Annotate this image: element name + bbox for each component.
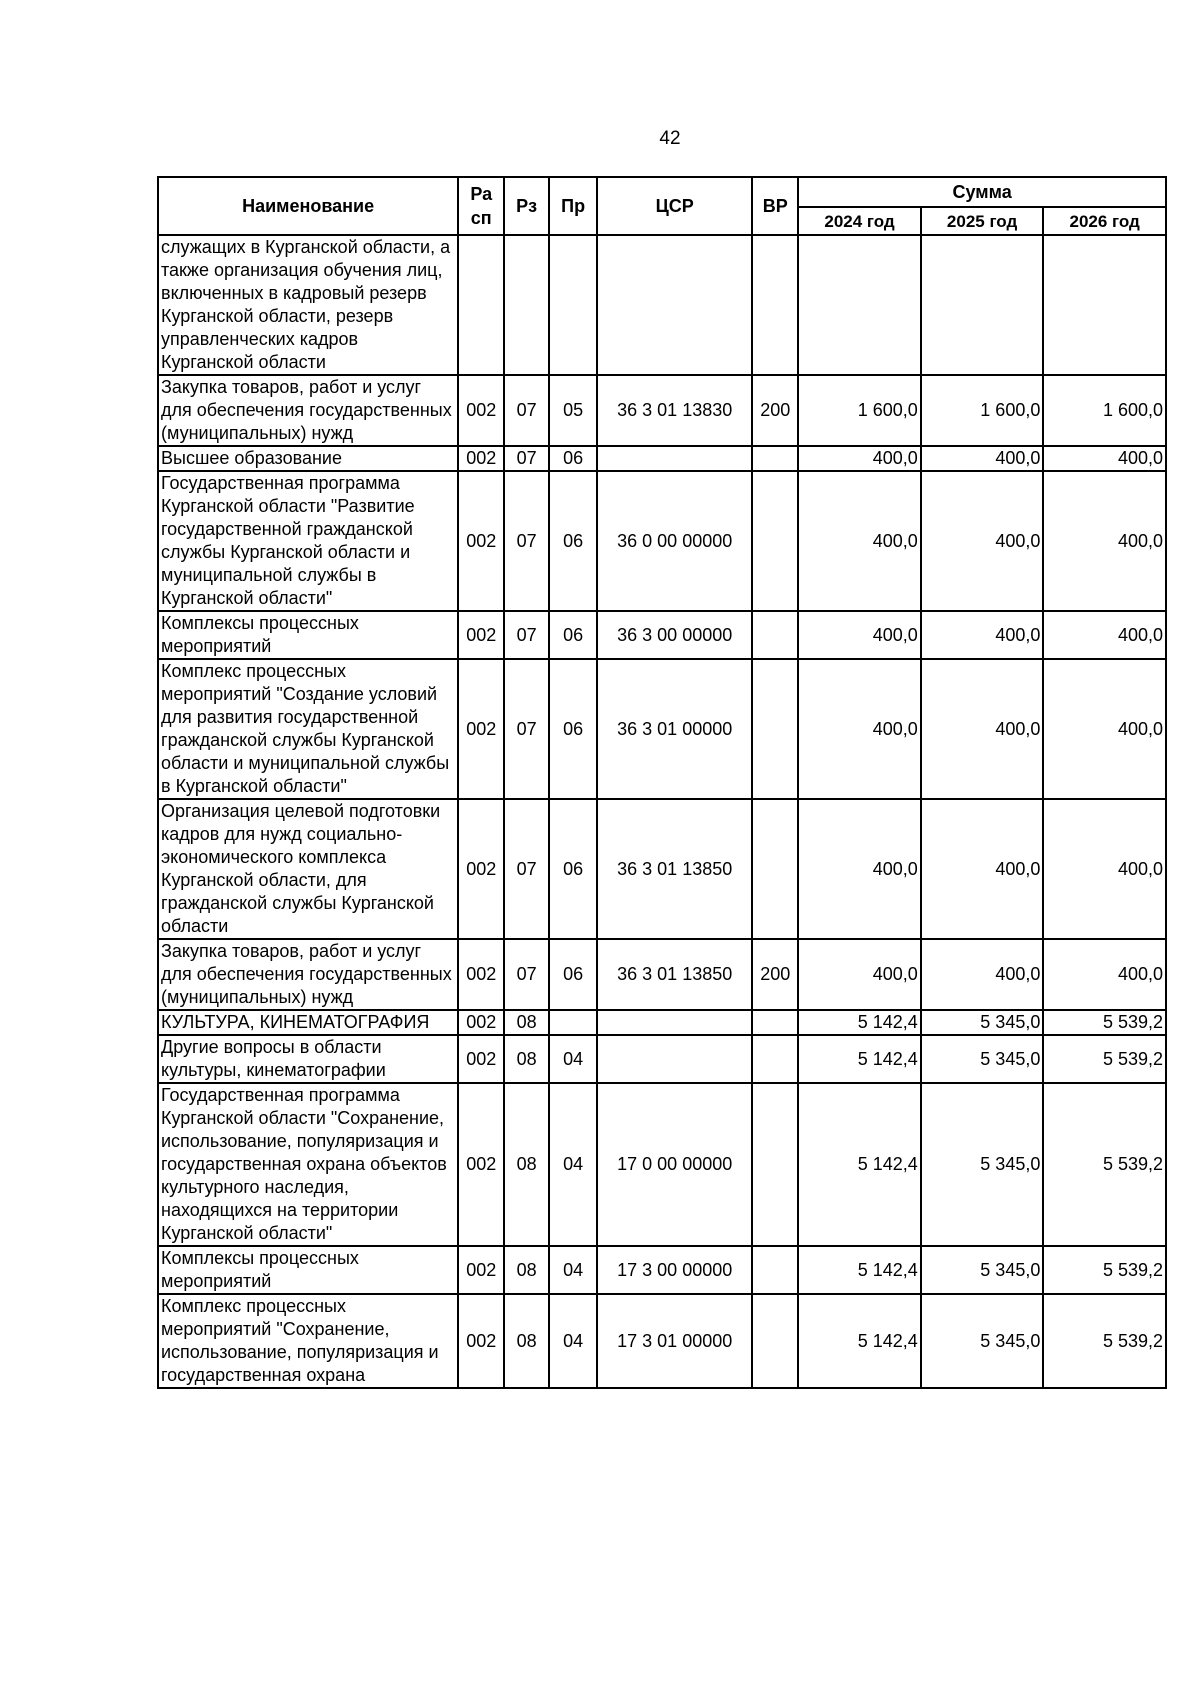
row-sum-2024: 400,0 [798,939,921,1010]
header-year-2026: 2026 год [1043,207,1166,235]
header-year-2024: 2024 год [798,207,921,235]
row-name: Комплекс процессных мероприятий "Создание условий для развития государственной гражданской службы Курганской области и муниципальной службы в Курганской области" [158,659,458,799]
row-vr [752,1246,798,1294]
row-rasp [458,235,504,375]
row-name: Комплексы процессных мероприятий [158,1246,458,1294]
row-rasp: 002 [458,471,504,611]
row-csr: 36 0 00 00000 [597,471,752,611]
row-sum-2024: 5 142,4 [798,1246,921,1294]
row-rz [504,235,549,375]
row-rz: 08 [504,1083,549,1246]
row-rasp: 002 [458,611,504,659]
row-sum-2025: 400,0 [921,471,1044,611]
row-sum-2025: 400,0 [921,659,1044,799]
row-csr: 17 3 00 00000 [597,1246,752,1294]
row-csr [597,1035,752,1083]
row-pr: 05 [549,375,597,446]
row-name: служащих в Курганской области, а также организация обучения лиц, включенных в кадровый резерв Курганской области, резерв управленческих кадров Курганской области [158,235,458,375]
row-rasp: 002 [458,375,504,446]
row-sum-2026: 400,0 [1043,939,1166,1010]
row-sum-2026: 5 539,2 [1043,1010,1166,1035]
row-csr: 36 3 01 13850 [597,799,752,939]
row-name: Закупка товаров, работ и услуг для обеспечения государственных (муниципальных) нужд [158,939,458,1010]
row-rz: 07 [504,375,549,446]
row-rz: 07 [504,939,549,1010]
row-name: Комплекс процессных мероприятий "Сохранение, использование, популяризация и государственная охрана [158,1294,458,1388]
row-sum-2024: 400,0 [798,611,921,659]
row-sum-2024: 400,0 [798,471,921,611]
row-rasp: 002 [458,1294,504,1388]
table-row [158,471,1166,611]
row-sum-2026: 5 539,2 [1043,1083,1166,1246]
row-rasp: 002 [458,659,504,799]
row-vr: 200 [752,375,798,446]
header-rz: Рз [504,177,549,235]
row-sum-2026: 1 600,0 [1043,375,1166,446]
row-sum-2026: 400,0 [1043,799,1166,939]
row-rz: 08 [504,1294,549,1388]
row-sum-2026: 400,0 [1043,611,1166,659]
row-rasp: 002 [458,799,504,939]
row-sum-2025: 5 345,0 [921,1083,1044,1246]
header-sum: Сумма [798,177,1166,207]
row-pr: 06 [549,659,597,799]
row-sum-2026 [1043,235,1166,375]
page-number: 42 [659,128,681,149]
table-row [158,799,1166,939]
row-pr [549,1010,597,1035]
row-rz: 08 [504,1035,549,1083]
row-rasp: 002 [458,446,504,471]
row-csr [597,1010,752,1035]
row-name: КУЛЬТУРА, КИНЕМАТОГРАФИЯ [158,1010,458,1035]
row-vr [752,1294,798,1388]
row-vr [752,799,798,939]
row-sum-2025: 400,0 [921,611,1044,659]
row-sum-2025: 1 600,0 [921,375,1044,446]
table-row [158,1010,1166,1035]
row-sum-2025: 5 345,0 [921,1010,1044,1035]
row-pr: 04 [549,1035,597,1083]
row-pr: 06 [549,446,597,471]
row-sum-2025 [921,235,1044,375]
header-year-2025: 2025 год [921,207,1044,235]
row-csr [597,446,752,471]
header-csr: ЦСР [597,177,752,235]
row-vr: 200 [752,939,798,1010]
row-sum-2025: 5 345,0 [921,1294,1044,1388]
budget-table [157,176,1167,1389]
row-vr [752,446,798,471]
row-sum-2024 [798,235,921,375]
row-name: Другие вопросы в области культуры, кинематографии [158,1035,458,1083]
header-vr: ВР [752,177,798,235]
row-csr: 36 3 01 13850 [597,939,752,1010]
row-vr [752,471,798,611]
table-row [158,1035,1166,1083]
row-sum-2026: 400,0 [1043,471,1166,611]
header-pr: Пр [549,177,597,235]
row-sum-2024: 5 142,4 [798,1035,921,1083]
header-rasp: Ра сп [458,177,504,235]
row-vr [752,1035,798,1083]
row-vr [752,659,798,799]
row-sum-2026: 400,0 [1043,446,1166,471]
row-rasp: 002 [458,1010,504,1035]
row-name: Государственная программа Курганской области "Сохранение, использование, популяризация и государственная охрана объектов культурного наследия, находящихся на территории Курганской области" [158,1083,458,1246]
row-sum-2024: 400,0 [798,446,921,471]
row-sum-2024: 5 142,4 [798,1294,921,1388]
row-pr: 06 [549,939,597,1010]
row-pr: 06 [549,799,597,939]
row-csr: 36 3 01 13830 [597,375,752,446]
row-pr: 06 [549,611,597,659]
row-csr: 36 3 01 00000 [597,659,752,799]
table-row [158,235,1166,375]
row-rasp: 002 [458,939,504,1010]
row-rz: 07 [504,799,549,939]
row-sum-2026: 5 539,2 [1043,1246,1166,1294]
row-rz: 07 [504,471,549,611]
row-pr: 04 [549,1083,597,1246]
table-row [158,1083,1166,1246]
row-sum-2024: 400,0 [798,799,921,939]
row-pr [549,235,597,375]
row-rasp: 002 [458,1035,504,1083]
row-sum-2026: 5 539,2 [1043,1035,1166,1083]
table-row [158,1246,1166,1294]
row-rz: 08 [504,1010,549,1035]
row-rz: 07 [504,446,549,471]
row-sum-2025: 5 345,0 [921,1035,1044,1083]
row-name: Организация целевой подготовки кадров для нужд социально-экономического комплекса Курганской области, для гражданской службы Курганской области [158,799,458,939]
row-sum-2025: 400,0 [921,939,1044,1010]
row-vr [752,1010,798,1035]
row-sum-2025: 400,0 [921,446,1044,471]
row-rz: 08 [504,1246,549,1294]
row-name: Государственная программа Курганской области "Развитие государственной гражданской службы Курганской области и муниципальной службы в Курганской области" [158,471,458,611]
header-name: Наименование [158,177,458,235]
row-rasp: 002 [458,1246,504,1294]
row-rz: 07 [504,611,549,659]
table-row [158,375,1166,446]
row-name: Высшее образование [158,446,458,471]
row-pr: 04 [549,1294,597,1388]
row-name: Комплексы процессных мероприятий [158,611,458,659]
row-vr [752,611,798,659]
row-csr: 17 0 00 00000 [597,1083,752,1246]
row-sum-2025: 5 345,0 [921,1246,1044,1294]
row-sum-2024: 1 600,0 [798,375,921,446]
table-row [158,939,1166,1010]
row-sum-2026: 5 539,2 [1043,1294,1166,1388]
row-sum-2026: 400,0 [1043,659,1166,799]
row-rasp: 002 [458,1083,504,1246]
row-pr: 06 [549,471,597,611]
row-name: Закупка товаров, работ и услуг для обеспечения государственных (муниципальных) нужд [158,375,458,446]
table-row [158,446,1166,471]
row-sum-2024: 400,0 [798,659,921,799]
row-vr [752,1083,798,1246]
table-row [158,1294,1166,1388]
row-vr [752,235,798,375]
table-row [158,611,1166,659]
row-pr: 04 [549,1246,597,1294]
table-row [158,659,1166,799]
row-csr: 17 3 01 00000 [597,1294,752,1388]
row-csr [597,235,752,375]
row-sum-2024: 5 142,4 [798,1083,921,1246]
row-rz: 07 [504,659,549,799]
row-csr: 36 3 00 00000 [597,611,752,659]
row-sum-2025: 400,0 [921,799,1044,939]
row-sum-2024: 5 142,4 [798,1010,921,1035]
